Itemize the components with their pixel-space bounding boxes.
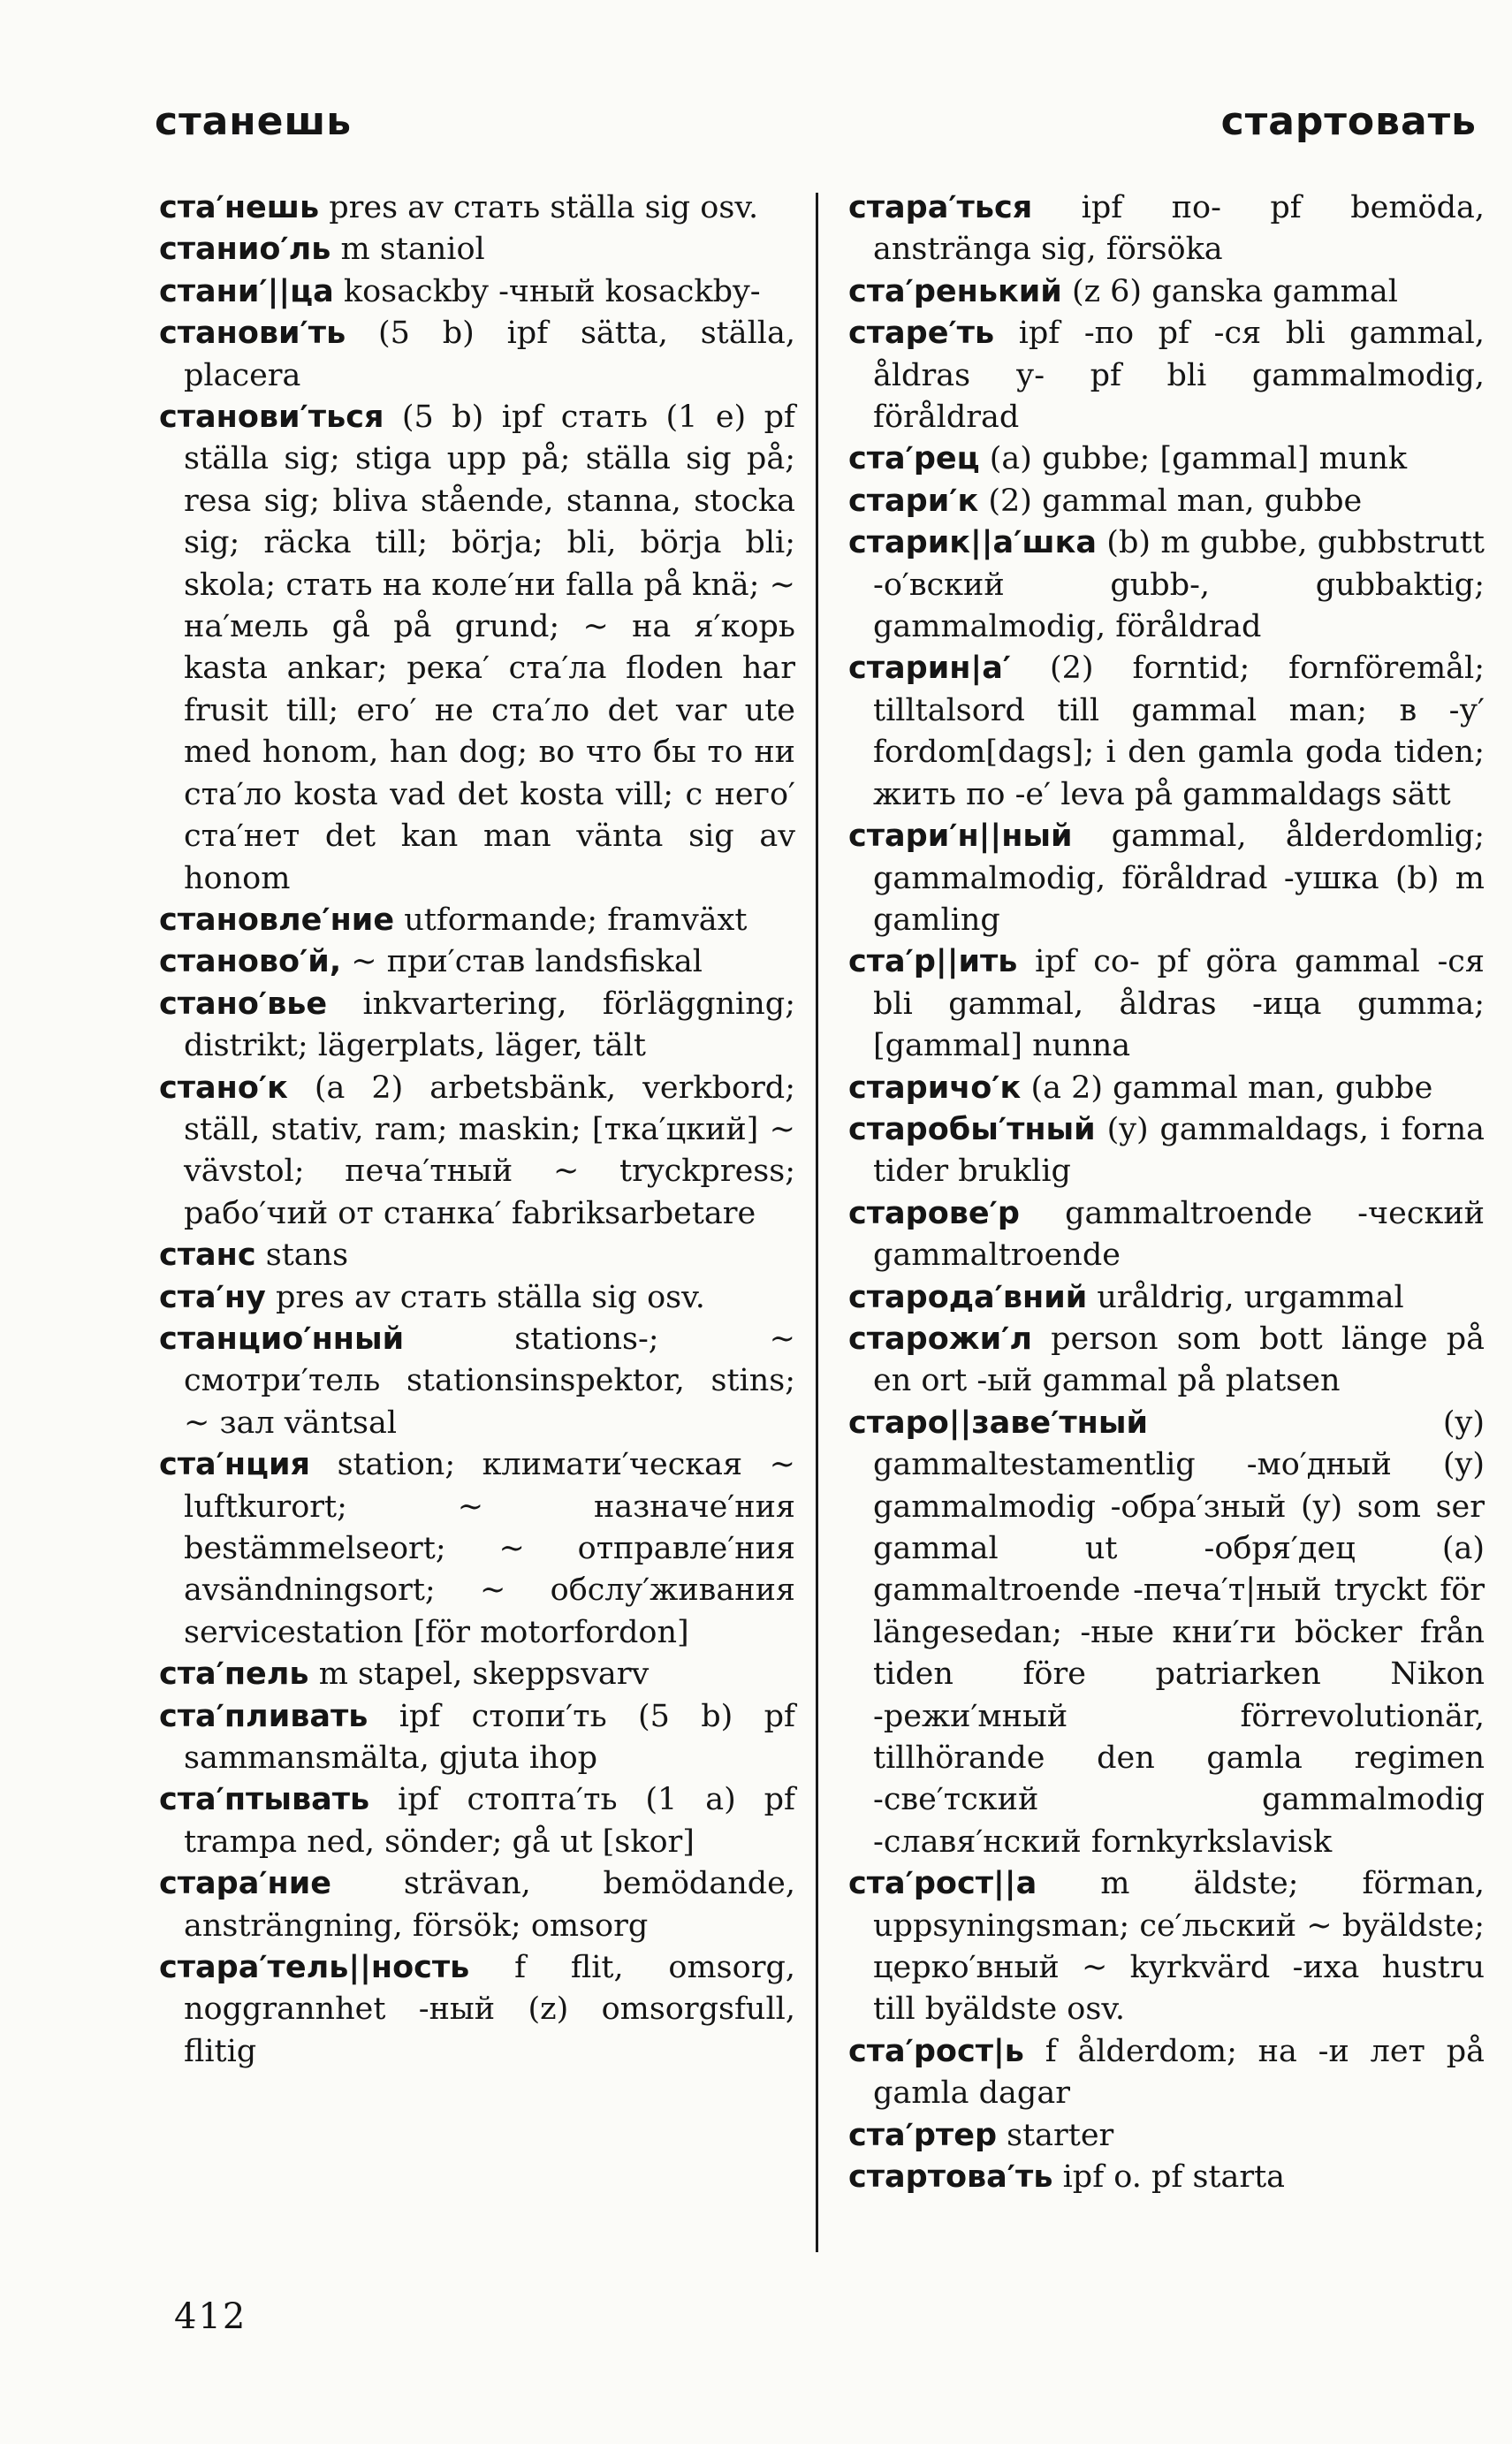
left-column [159, 187, 795, 2073]
dictionary-entry [159, 1068, 795, 1236]
column-divider [816, 193, 818, 2252]
headword: стано′вье [159, 986, 328, 1022]
definition: m äldste; förman, uppsyningsman; се′льский ~ byäldste; церко′вный ~ kyrkvärd -иха hustru till byäldste osv. [873, 1866, 1485, 2028]
definition: (5 b) ipf стать (1 e) pf ställa sig; stiga upp på; ställa sig på; resa sig; bliva stående, stanna, stocka sig; räcka till; börja; bli, börja bli; skola; стать на коле′ни falla på knä; ~ на′мель gå på grund; ~ на я′корь kasta ankar; река′ ста′ла floden har frusit till; его′ не ста′ло det var ute med honom, han dog; во что бы то ни ста′ло kosta vad det kosta vill; с него′ ста′нет det kan man vänta sig av honom [184, 400, 795, 896]
definition: gammal, ålderdomlig; gammalmodig, föråldrad -ушка (b) m gamling [873, 818, 1485, 938]
headword: ста′пливать [159, 1698, 369, 1734]
definition: (a) gubbe; [gammal] munk [989, 441, 1408, 477]
headword: становле′ние [159, 902, 395, 938]
dictionary-entry [159, 1444, 795, 1654]
dictionary-entry [159, 397, 795, 900]
dictionary-entry [848, 271, 1485, 313]
headword: станови′ть [159, 316, 346, 352]
definition: starter [1007, 2117, 1114, 2153]
headword: стано′к [159, 1070, 288, 1106]
headword: ста′птывать [159, 1782, 370, 1818]
dictionary-entry [159, 313, 795, 397]
dictionary-entry [848, 438, 1485, 480]
dictionary-entry [848, 1277, 1485, 1319]
dictionary-entry [159, 1947, 795, 2073]
dictionary-entry [848, 816, 1485, 941]
dictionary-entry [848, 2115, 1485, 2157]
definition: gammaltroende -ческий gammaltroende [873, 1195, 1485, 1274]
definition: utformande; framväxt [404, 902, 748, 938]
headword: ста′ртер [848, 2117, 998, 2153]
definition: ipf стопи′ть (5 b) pf sammansmälta, gjuta ihop [184, 1698, 795, 1777]
headword: стара′ние [159, 1866, 331, 1902]
definition: person som bott länge på en ort -ый gammal på platsen [873, 1321, 1485, 1399]
running-head-right: стартовать [1220, 99, 1477, 144]
headword: ста′нешь [159, 190, 320, 225]
dictionary-entry [848, 1863, 1485, 2031]
headword: стартова′ть [848, 2159, 1053, 2196]
definition: ipf стопта′ть (1 a) pf trampa ned, sönder; gå ut [skor] [184, 1782, 795, 1860]
definition: (a 2) gammal man, gubbe [1030, 1070, 1433, 1106]
definition: (y) gammaldags, i forna tider bruklig [873, 1111, 1485, 1190]
headword: станио′ль [159, 232, 331, 268]
running-head-left: станешь [155, 99, 353, 144]
dictionary-entry [848, 2031, 1485, 2115]
definition: kosackby -чный kosackby- [343, 273, 761, 309]
definition: (z 6) ganska gammal [1071, 273, 1398, 309]
headword: ста′р||ить [848, 944, 1018, 980]
dictionary-entry [159, 1277, 795, 1319]
dictionary-entry [848, 1068, 1485, 1109]
headword: ста′пель [159, 1656, 309, 1693]
dictionary-entry [848, 1109, 1485, 1193]
definition: pres av стать ställa sig osv. [329, 190, 759, 225]
headword: станово′й, [159, 944, 342, 980]
definition: (2) gammal man, gubbe [988, 483, 1363, 519]
definition: m stapel, skeppsvarv [318, 1656, 650, 1693]
headword: старожи′л [848, 1321, 1032, 1357]
definition: strävan, bemödande, ansträngning, försök; omsorg [184, 1866, 795, 1944]
headword: старове′р [848, 1195, 1020, 1231]
headword: стари′к [848, 483, 979, 519]
definition: ~ при′став landsfiskal [351, 944, 703, 980]
dictionary-entry [848, 1319, 1485, 1403]
dictionary-entry [159, 1863, 795, 1947]
headword: старик||а′шка [848, 525, 1097, 561]
headword: станови′ться [159, 400, 384, 436]
headword: старо||заве′тный [848, 1405, 1149, 1441]
dictionary-entry [159, 1779, 795, 1863]
dictionary-entry [848, 313, 1485, 438]
definition: uråldrig, urgammal [1097, 1279, 1404, 1315]
definition: inkvartering, förläggning; distrikt; lägerplats, läger, tält [184, 986, 795, 1064]
definition: f flit, omsorg, noggrannhet -ный (z) omsorgsfull, flitig [184, 1950, 795, 2069]
dictionary-entry [848, 648, 1485, 816]
headword: ста′рост||а [848, 1866, 1037, 1902]
definition: (5 b) ipf sätta, ställa, placera [184, 316, 795, 393]
dictionary-entry [159, 1696, 795, 1780]
right-column [848, 187, 1485, 2199]
dictionary-entry [848, 941, 1485, 1067]
headword: стани′||ца [159, 273, 334, 309]
headword: стара′тель||ность [159, 1950, 470, 1986]
page-number: 412 [174, 2296, 247, 2337]
definition: (2) forntid; fornföremål; tilltalsord till gammal man; в -у′ fordom[dags]; i den gamla goda tiden; жить по -е′ leva på gammaldags sätt [873, 651, 1485, 812]
dictionary-entry [159, 984, 795, 1068]
definition: ipf -по pf -ся bli gammal, åldras у- pf bli gammalmodig, föråldrad [873, 316, 1485, 436]
definition: ipf со- pf göra gammal -ся bli gammal, åldras -ица gumma; [gammal] nunna [873, 944, 1485, 1064]
headword: ста′рец [848, 441, 980, 477]
definition: (a 2) arbetsbänk, verkbord; ställ, stativ, ram; maskin; [тка′цкий] ~ vävstol; печа′тный ~ tryckpress; рабо′чий от станка′ fabriksarbetare [184, 1070, 795, 1231]
dictionary-entry [848, 1193, 1485, 1277]
dictionary-entry [848, 187, 1485, 271]
definition: m staniol [340, 232, 485, 268]
dictionary-entry [848, 522, 1485, 648]
headword: ста′ну [159, 1279, 266, 1315]
dictionary-entry [159, 1235, 795, 1276]
headword: ста′ренький [848, 273, 1062, 309]
headword: старе′ть [848, 316, 995, 352]
headword: старин|а′ [848, 651, 1012, 687]
headword: станс [159, 1237, 256, 1274]
headword: ста′нция [159, 1447, 311, 1483]
headword: старичо′к [848, 1070, 1022, 1106]
definition: station; климати′ческая ~ luftkurort; ~ назначе′ния bestämmelseort; ~ отправле′ния avsändningsort; ~ обслу′живания servicestation [för motorfordon] [184, 1447, 795, 1650]
dictionary-entry [159, 1654, 795, 1695]
headword: стари′н||ный [848, 818, 1073, 855]
headword: стара′ться [848, 190, 1033, 225]
dictionary-entry [159, 271, 795, 313]
dictionary-entry [159, 1319, 795, 1444]
definition: (b) m gubbe, gubbstrutt -о′вский gubb-, gubbaktig; gammalmodig, föråldrad [873, 525, 1485, 645]
headword: ста′рост|ь [848, 2033, 1024, 2069]
headword: старода′вний [848, 1279, 1088, 1315]
dictionary-entry [159, 229, 795, 270]
headword: старобы′тный [848, 1111, 1096, 1147]
definition: stans [265, 1237, 349, 1274]
definition: stations-; ~ смотри′тель stationsinspektor, stins; ~ зал väntsal [184, 1321, 795, 1441]
dictionary-entry [848, 481, 1485, 522]
dictionary-entry [159, 941, 795, 983]
definition: ipf по- pf bemöda, anstränga sig, försöka [873, 190, 1485, 268]
definition: ipf o. pf starta [1062, 2159, 1286, 2196]
headword: станцио′нный [159, 1321, 405, 1357]
dictionary-entry [848, 2157, 1485, 2198]
dictionary-entry [159, 900, 795, 941]
definition: pres av стать ställa sig osv. [276, 1279, 705, 1315]
definition: (y) gammaltestamentlig -мо′дный (y) gammalmodig -обра′зный (y) som ser gammal ut -обря′дец (a) gammaltroende -печа′т|ный tryckt för längesedan; -ные кни′ги böcker från tiden före patriarken Nikon -режи′мный förrevolutionär, tillhörande den gamla regimen -све′тский gammalmodig -славя′нский fornkyrkslavisk [873, 1405, 1485, 1860]
dictionary-entry [848, 1403, 1485, 1863]
dictionary-entry [159, 187, 795, 229]
definition: f ålderdom; на -и лет på gamla dagar [873, 2033, 1485, 2112]
